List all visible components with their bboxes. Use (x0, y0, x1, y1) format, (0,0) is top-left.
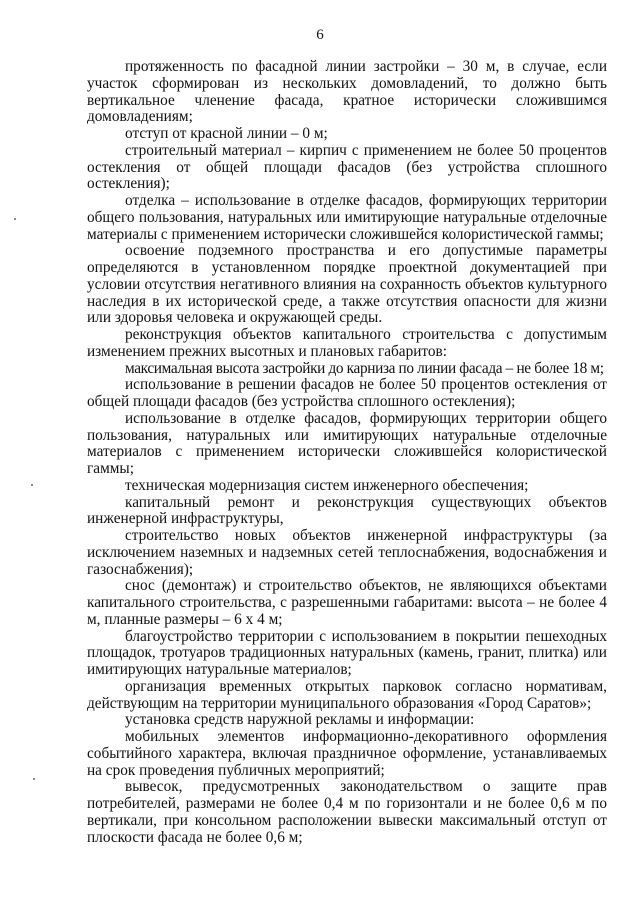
page-number: 6 (316, 27, 324, 43)
paragraph-red-line-offset: отступ от красной линии – 0 м; (125, 125, 328, 142)
paragraph-capital-repair: капитальный ремонт и реконструкция существующих объектов инженерной инфраструктуры, (87, 493, 607, 528)
document-body (87, 59, 607, 846)
paragraph-demolition: снос (демонтаж) и строительство объектов, не являющихся объектами капитального строительства, с разрешенными габаритами: высота – не более 4 м, планные размеры – 6 х 4 м; (87, 577, 607, 628)
scan-speck (31, 484, 33, 486)
paragraph-parking: организация временных открытых парковок согласно нормативам, действующим на территории муниципального образования «Город Саратов»; (87, 677, 607, 712)
paragraph-reconstruction: реконструкция объектов капитального строительства с допустимым изменением прежних высотных и плановых габаритов: (87, 326, 607, 360)
paragraph-signboards: вывесок, предусмотренных законодательством о защите прав потребителей, размерами не более 0,4 м по горизонтали и не более 0,6 м по вертикали, при консольном расположении вывески максимальный отступ от плоскости фасада не более 0,6 м; (87, 778, 607, 846)
paragraph-underground-space: освоение подземного пространства и его допустимые параметры определяются в установленном порядке проектной документацией при условии отсутствия негативного влияния на сохранность объектов культурного наследия в их исторической среде, а также отсутствия опасности для жизни или здоровья человека и окружающей среды. (87, 242, 607, 327)
paragraph-new-infrastructure: строительство новых объектов инженерной инфраструктуры (за исключением наземных и надземных сетей теплоснабжения, водоснабжения и газоснабжения); (87, 527, 607, 578)
scan-speck (14, 218, 16, 220)
paragraph-facade-glazing: использование в решении фасадов не более 50 процентов остекления от общей площади фасадов (без устройства сплошного остекления); (87, 376, 607, 410)
paragraph-mobile-elements: мобильных элементов информационно-декоративного оформления событийного характера, включая праздничное оформление, устанавливаемых на срок проведения публичных мероприятий; (87, 728, 607, 779)
paragraph-finishing: отделка – использование в отделке фасадов, формирующих территории общего пользования, натуральных или имитирующие натуральные отделочные материалы с применением исторически сложившейся колористической гаммы; (87, 192, 607, 243)
paragraph-facade-finishing: использование в отделке фасадов, формирующих территории общего пользования, натуральных или имитирующих натуральные отделочные материалов с применением исторически сложившейся колористической гаммы; (87, 409, 607, 477)
scan-speck (33, 778, 35, 780)
paragraph-advertising: установка средств наружной рекламы и информации: (125, 711, 475, 729)
paragraph-building-material: строительный материал – кирпич с применением не более 50 процентов остекления от общей площади фасадов (без устройства сплошного остекления); (87, 141, 607, 193)
paragraph-engineering-modernization: техническая модернизация систем инженерного обеспечения; (125, 476, 529, 494)
paragraph-max-height: максимальная высота застройки до карниза по линии фасада – не более 18 м; (125, 359, 604, 377)
paragraph-landscaping: благоустройство территории с использованием в покрытии пешеходных площадок, тротуаров традиционных натуральных (камень, гранит, плитка) или имитирующих натуральные материалов; (87, 627, 607, 678)
paragraph-facade-length: протяженность по фасадной линии застройки – 30 м, в случае, если участок сформирован из нескольких домовладений, то должно быть вертикальное членение фасада, кратное исторически сложившимся домовладениям; (87, 58, 607, 126)
